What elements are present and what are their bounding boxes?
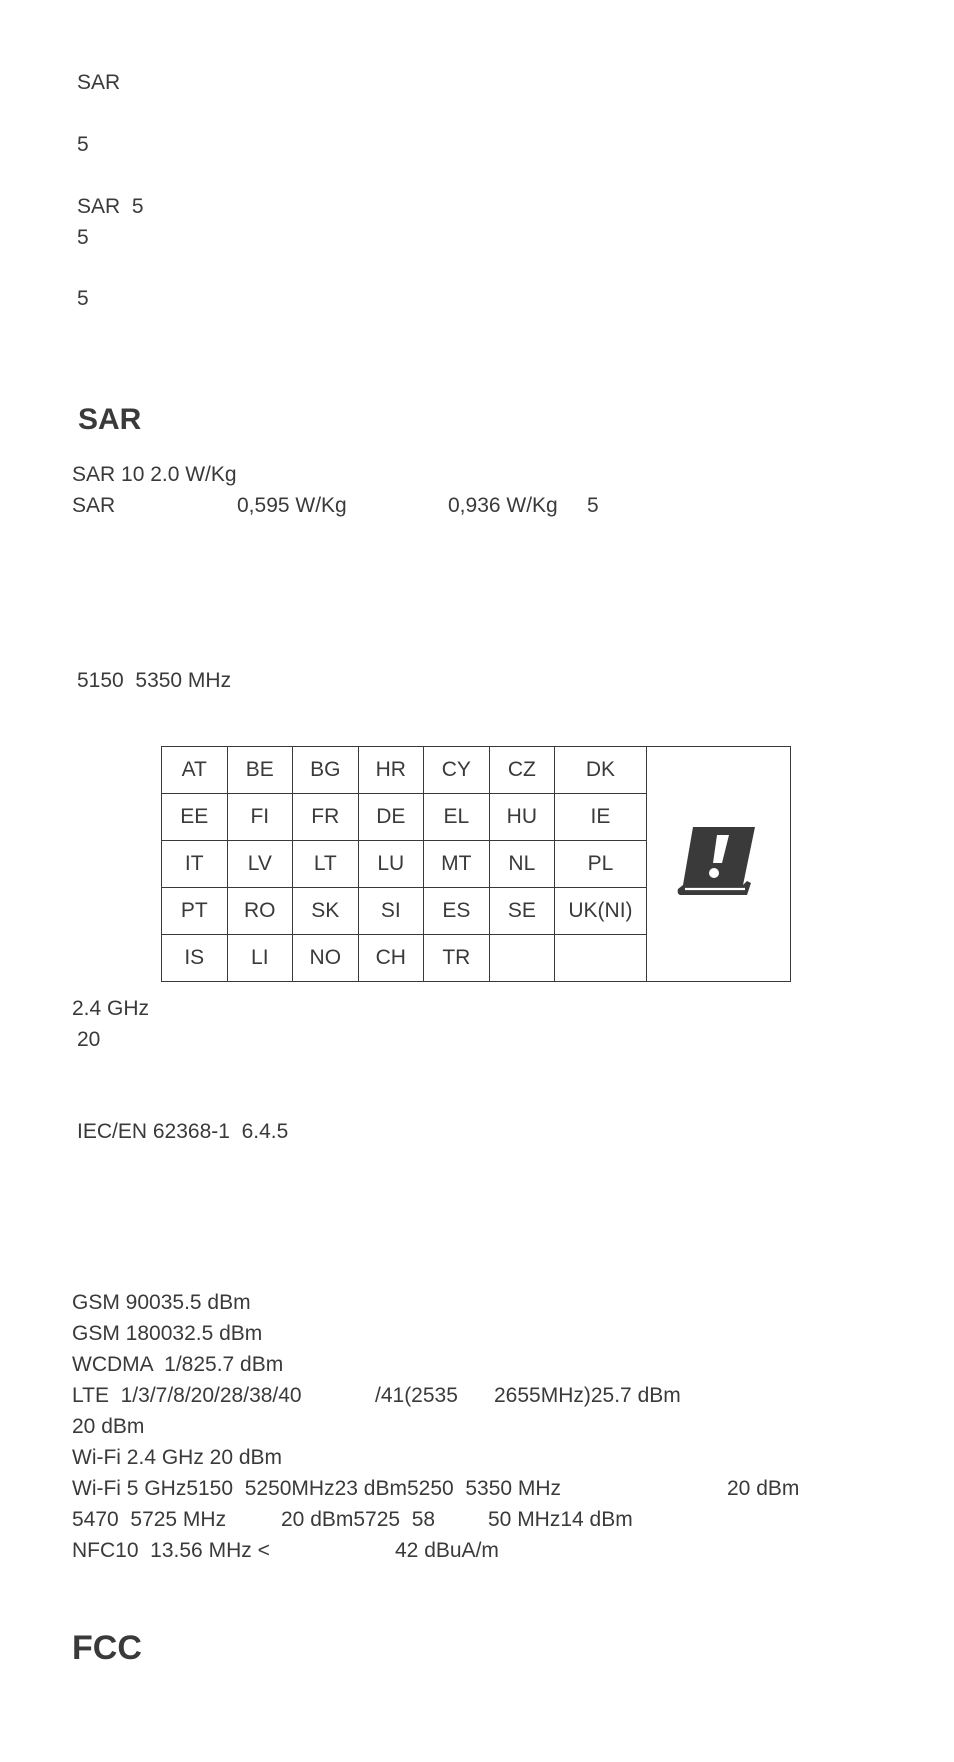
country-cell: NL — [489, 841, 555, 888]
country-cell: LV — [227, 841, 293, 888]
country-cell — [489, 935, 555, 982]
country-cell: IT — [162, 841, 228, 888]
country-cell: BG — [293, 747, 359, 794]
manual-icon-cell — [646, 747, 790, 982]
power-lte-b: /41(2535 — [375, 1384, 458, 1407]
country-cell: CH — [358, 935, 424, 982]
country-cell: DE — [358, 794, 424, 841]
sar-limit-line: SAR 10 2.0 W/Kg — [72, 463, 237, 486]
sar-note-line-5: 5 — [77, 287, 89, 310]
country-cell: BE — [227, 747, 293, 794]
country-cell: FR — [293, 794, 359, 841]
country-cell: LU — [358, 841, 424, 888]
country-cell: IE — [555, 794, 647, 841]
country-cell: DK — [555, 747, 647, 794]
power-nfc-b: 42 dBuA/m — [395, 1539, 499, 1562]
power-lte-a: LTE 1/3/7/8/20/28/38/40 — [72, 1384, 302, 1407]
country-cell: IS — [162, 935, 228, 982]
country-cell: ES — [424, 888, 490, 935]
sar-value-c: 5 — [587, 494, 599, 517]
country-cell: UK(NI) — [555, 888, 647, 935]
country-cell: CZ — [489, 747, 555, 794]
manual-warning-icon — [677, 823, 759, 899]
power-wifi5-e: 50 MHz14 dBm — [488, 1508, 633, 1531]
sar-note-line-3: SAR 5 — [77, 195, 144, 218]
power-bt: 20 dBm — [72, 1415, 145, 1438]
country-cell: SI — [358, 888, 424, 935]
country-cell: AT — [162, 747, 228, 794]
country-cell: LI — [227, 935, 293, 982]
country-cell: HR — [358, 747, 424, 794]
sar-value-a: 0,595 W/Kg — [237, 494, 347, 517]
power-wifi5-c: 5470 5725 MHz — [72, 1508, 227, 1531]
country-cell: EL — [424, 794, 490, 841]
country-cell: RO — [227, 888, 293, 935]
band-restriction-text: 5150 5350 MHz — [77, 669, 232, 692]
power-wifi5-a: Wi-Fi 5 GHz5150 5250MHz23 dBm5250 5350 MHz — [72, 1477, 562, 1500]
sar-heading: SAR — [78, 403, 142, 436]
country-cell: TR — [424, 935, 490, 982]
wifi-note-line-2: 20 — [77, 1028, 101, 1051]
country-cell — [555, 935, 647, 982]
power-lte-c: 2655MHz)25.7 dBm — [494, 1384, 681, 1407]
country-cell: MT — [424, 841, 490, 888]
sar-note-line-2: 5 — [77, 133, 89, 156]
power-gsm1800: GSM 180032.5 dBm — [72, 1322, 263, 1345]
country-cell: HU — [489, 794, 555, 841]
power-wifi5-d: 20 dBm5725 58 — [281, 1508, 436, 1531]
country-cell: EE — [162, 794, 228, 841]
power-gsm900: GSM 90035.5 dBm — [72, 1291, 251, 1314]
power-wifi5-b: 20 dBm — [727, 1477, 800, 1500]
power-wcdma: WCDMA 1/825.7 dBm — [72, 1353, 284, 1376]
sar-note-line-4: 5 — [77, 226, 89, 249]
power-nfc-a: NFC10 13.56 MHz < — [72, 1539, 270, 1562]
country-cell: CY — [424, 747, 490, 794]
sar-note-line-1: SAR — [77, 71, 121, 94]
country-cell: PL — [555, 841, 647, 888]
country-cell: SK — [293, 888, 359, 935]
sar-value-b: 0,936 W/Kg — [448, 494, 558, 517]
fcc-heading: FCC — [72, 1629, 142, 1667]
country-cell: FI — [227, 794, 293, 841]
country-cell: LT — [293, 841, 359, 888]
table-row — [162, 747, 791, 794]
power-wifi24: Wi-Fi 2.4 GHz 20 dBm — [72, 1446, 283, 1469]
wifi-note-line-1: 2.4 GHz — [72, 997, 150, 1020]
sar-values-label: SAR — [72, 494, 116, 517]
country-cell: NO — [293, 935, 359, 982]
country-cell: SE — [489, 888, 555, 935]
standard-text: IEC/EN 62368-1 6.4.5 — [77, 1120, 289, 1143]
country-cell: PT — [162, 888, 228, 935]
country-restriction-table — [161, 746, 791, 982]
